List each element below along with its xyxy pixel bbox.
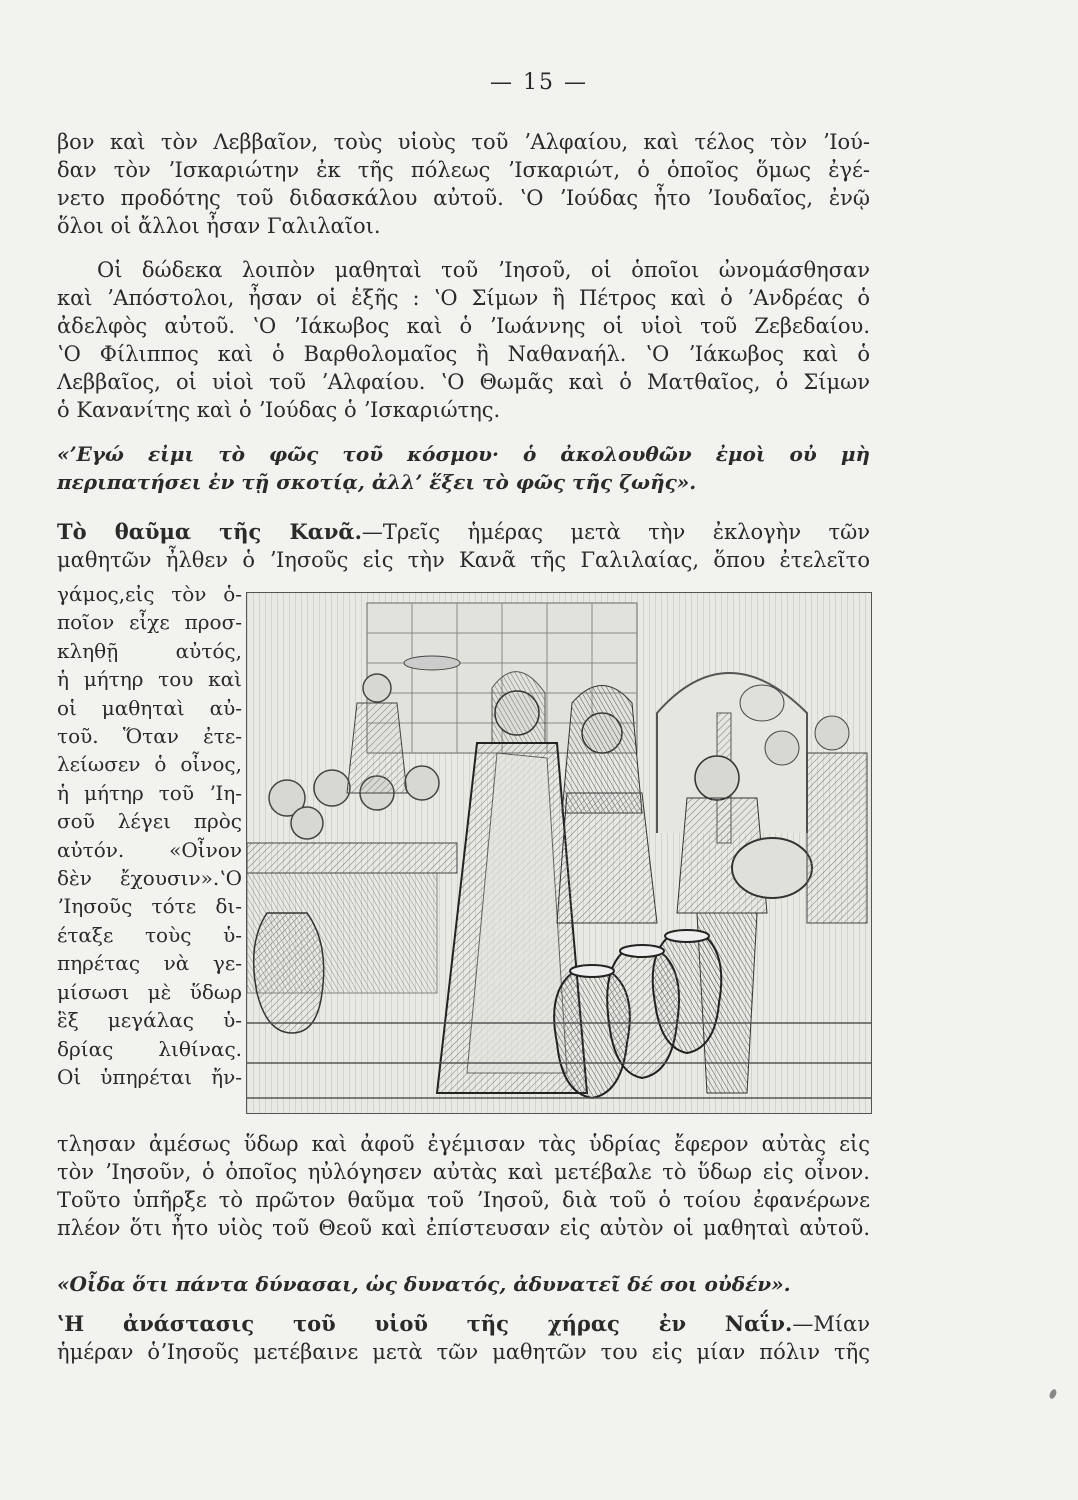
text-line: κληθῇ αὐτός,	[57, 638, 242, 663]
narrow-text-column	[57, 580, 242, 1091]
section-nain	[57, 1310, 870, 1366]
paragraph-cana-continued	[57, 1130, 870, 1242]
text-line: ποῖον εἶχε προσ-	[57, 610, 242, 635]
section-heading-cana: Τὸ θαῦμα τῆς Κανᾶ.	[57, 519, 362, 544]
text-line: Οἱ ὑπηρέται ἤν-	[57, 1064, 242, 1089]
scripture-quote-power	[57, 1270, 870, 1298]
section-heading-nain: ʽΗ ἀνάστασις τοῦ υἱοῦ τῆς χήρας ἐν Ναΐν.	[57, 1311, 793, 1336]
text-line: ἡμέραν ὁʼΙησοῦς μετέβαινε μετὰ τῶν μαθητῶν του εἰς μίαν πόλιν τῆς	[57, 1340, 870, 1364]
section-heading-line	[57, 518, 870, 546]
text-line: σοῦ λέγει πρὸς	[57, 809, 242, 834]
text-line: ἀδελφὸς αὐτοῦ. ʽΟ ʼΙάκωβος καὶ ὁ ʼΙωάννης οἱ υἱοὶ τοῦ Ζεβεδαίου.	[57, 314, 870, 338]
ink-spot	[1047, 1387, 1059, 1401]
paragraph-twelve-apostles	[57, 256, 870, 424]
text-line: μίσωσι μὲ ὕδωρ	[57, 979, 242, 1004]
text-line: ὅλοι οἱ ἄλλοι ἦσαν Γαλιλαῖοι.	[57, 214, 381, 238]
section-lead-text: —Τρεῖς ἡμέρας μετὰ τὴν ἐκλογὴν τῶν	[361, 520, 870, 544]
section-lead-text: —Μίαν	[792, 1312, 870, 1336]
text-line: πλέον ὅτι ἦτο υἱὸς τοῦ Θεοῦ καὶ ἐπίστευσαν εἰς αὐτὸν οἱ μαθηταὶ αὐτοῦ.	[57, 1216, 870, 1240]
text-line: τλησαν ἀμέσως ὕδωρ καὶ ἀφοῦ ἐγέμισαν τὰς ὑδρίας ἔφερον αὐτὰς εἰς	[57, 1132, 870, 1156]
text-line: ὁ Κανανίτης καὶ ὁ ʼΙούδας ὁ ʼΙσκαριώτης.	[57, 398, 501, 422]
text-line: δρίας λιθίνας.	[57, 1036, 242, 1061]
text-line: ʽΟ Φίλιππος καὶ ὁ Βαρθολομαῖος ἢ Ναθαναήλ. ʽΟ ʼΙάκωβος καὶ ὁ	[57, 342, 870, 366]
text-line: Τοῦτο ὑπῆρξε τὸ πρῶτον θαῦμα τοῦ ʼΙησοῦ, διὰ τοῦ ὁ τοίου ἐφανέρωνε	[57, 1188, 870, 1212]
quote-line: «ʼΕγώ εἰμι τὸ φῶς τοῦ κόσμου· ὁ ἀκολουθῶν ἐμοὶ οὐ μὴ	[57, 442, 870, 466]
wedding-at-cana-illustration	[246, 592, 872, 1114]
text-line: καὶ ʼΑπόστολοι, ἦσαν οἱ ἑξῆς : ʽΟ Σίμων ἢ Πέτρος καὶ ὁ ʼΑνδρέας ὁ	[57, 286, 870, 310]
quote-line: «Οἶδα ὅτι πάντα δύνασαι, ὡς δυνατός, ἀδυνατεῖ δέ σοι οὐδέν».	[57, 1272, 791, 1296]
text-line: νετο προδότης τοῦ διδασκάλου αὐτοῦ. ʽΟ ʼΙούδας ἦτο ʼΙουδαῖος, ἐνῷ	[57, 186, 870, 210]
text-line: πηρέτας νὰ γε-	[57, 951, 242, 976]
text-line: δὲν ἔχουσιν».ʽΟ	[57, 866, 242, 891]
text-line: τὸν ʼΙησοῦν, ὁ ὁποῖος ηὐλόγησεν αὐτὰς καὶ μετέβαλε τὸ ὕδωρ εἰς οἶνον.	[57, 1160, 870, 1184]
text-line: αὐτόν. «Οἶνον	[57, 837, 242, 862]
text-line: τοῦ. Ὅταν ἐτε-	[57, 724, 242, 749]
quote-line: περιπατήσει ἐν τῇ σκοτίᾳ, ἀλλʼ ἕξει τὸ φῶς τῆς ζωῆς».	[57, 470, 697, 494]
text-line: γάμος,εἰς τὸν ὁ-	[57, 582, 242, 606]
text-line: Λεββαῖος, οἱ υἱοὶ τοῦ ʼΑλφαίου. ʽΟ Θωμᾶς καὶ ὁ Ματθαῖος, ὁ Σίμων	[57, 370, 870, 394]
paragraph-apostles-end	[57, 128, 870, 240]
text-line: ἡ μήτηρ τοῦ ʼΙη-	[57, 780, 242, 805]
text-line: ἡ μήτηρ του καὶ	[57, 667, 242, 692]
text-line: ʼΙησοῦς τότε δι-	[57, 894, 242, 919]
text-line: λείωσεν ὁ οἶνος,	[57, 752, 242, 777]
section-cana	[57, 518, 870, 574]
text-line: ἓξ μεγάλας ὑ-	[57, 1008, 242, 1033]
text-line: μαθητῶν ἦλθεν ὁ ʼΙησοῦς εἰς τὴν Κανᾶ τῆς Γαλιλαίας, ὅπου ἐτελεῖτο	[57, 548, 870, 572]
scripture-quote-light	[57, 440, 870, 496]
page-number: — 15 —	[490, 70, 588, 95]
text-line: δαν τὸν ʼΙσκαριώτην ἐκ τῆς πόλεως ʼΙσκαριώτ, ὁ ὁποῖος ὅμως ἐγέ-	[57, 158, 870, 182]
text-line: οἱ μαθηταὶ αὐ-	[57, 695, 242, 720]
text-line: έταξε τοὺς ὑ-	[57, 922, 242, 947]
section-heading-line	[57, 1310, 870, 1338]
text-line: Οἱ δώδεκα λοιπὸν μαθηταὶ τοῦ ʼΙησοῦ, οἱ ὁποῖοι ὠνομάσθησαν	[97, 258, 870, 282]
text-line: βον καὶ τὸν Λεββαῖον, τοὺς υἱοὺς τοῦ ʼΑλφαίου, καὶ τέλος τὸν ʼΙού-	[57, 130, 870, 154]
